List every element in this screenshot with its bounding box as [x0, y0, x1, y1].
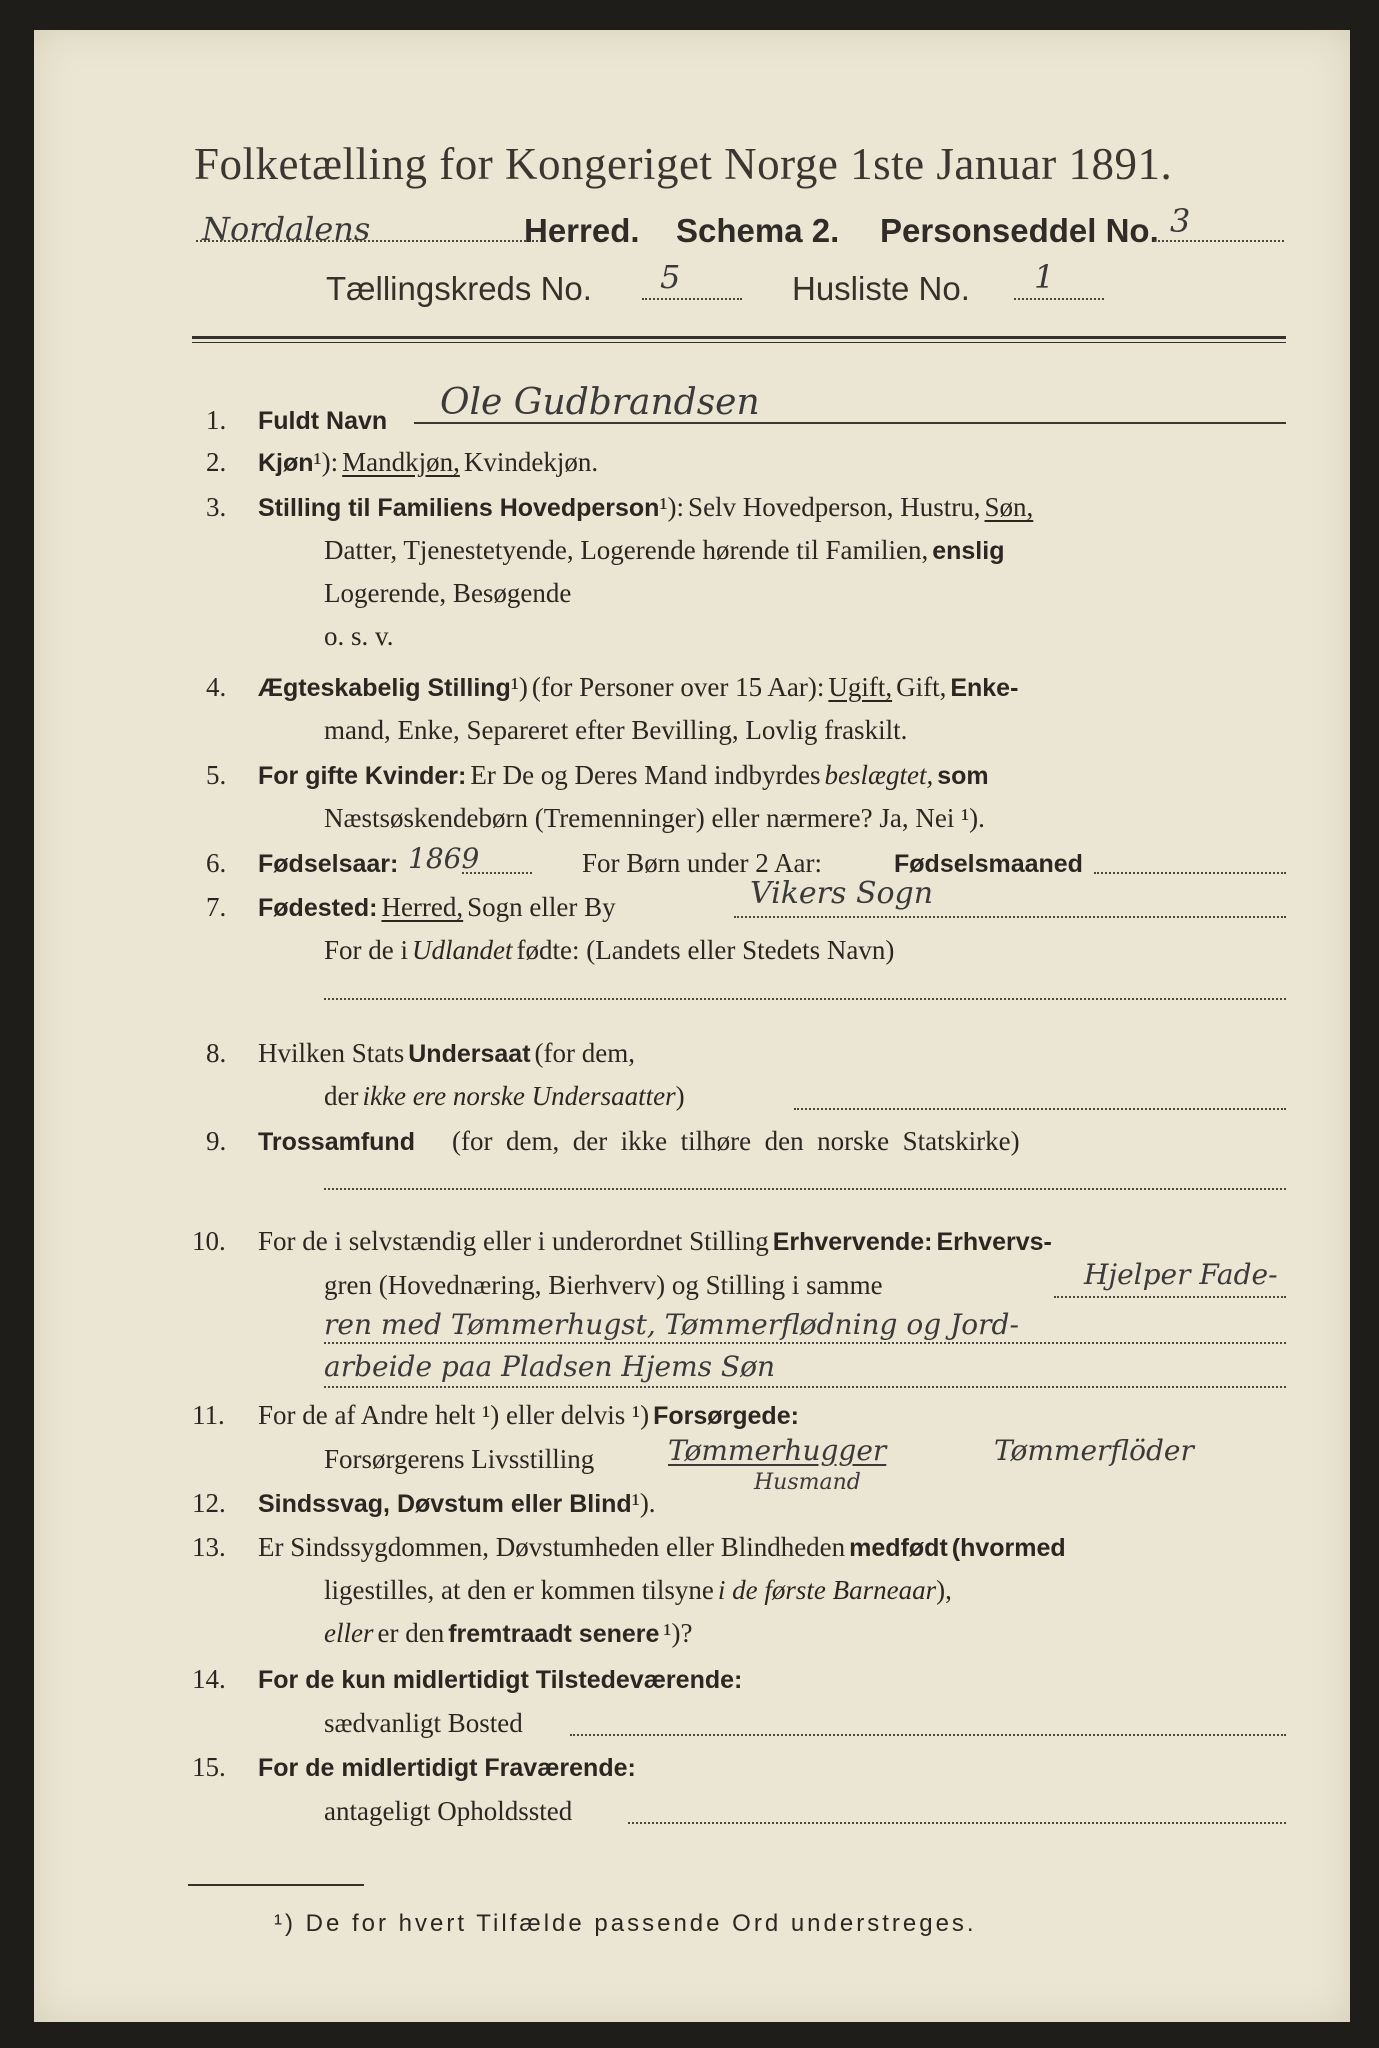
item-9-number: 9.: [206, 1126, 227, 1156]
item-1-line: [414, 422, 1286, 424]
item-11-intro: For de af Andre helt ¹) eller delvis ¹): [258, 1400, 650, 1430]
item-4-sup: ¹): [510, 672, 528, 702]
item-13-eller: eller: [324, 1618, 374, 1648]
item-8-number: 8.: [206, 1038, 227, 1068]
item-11-hw-2: Tømmerflöder: [994, 1434, 1194, 1467]
item-8-line-2: [324, 1081, 685, 1112]
husliste-value: 1: [1034, 258, 1055, 296]
item-1-label: Fuldt Navn: [258, 407, 388, 435]
item-10-line-1: [258, 1226, 1052, 1257]
item-6-fodselsmaaned: Fødselsmaaned: [894, 850, 1083, 878]
item-15-opholdssted: antageligt Opholdssted: [324, 1796, 573, 1826]
census-form-sheet: [34, 30, 1350, 2022]
item-8-hvilken: Hvilken Stats: [258, 1038, 405, 1068]
item-13-line-2: [324, 1575, 952, 1606]
item-15-number: 15.: [192, 1752, 226, 1782]
item-14-dots: [570, 1734, 1286, 1736]
item-11-line-2: Forsørgerens Livsstilling: [324, 1444, 595, 1474]
item-6-label: Fødselsaar:: [258, 850, 399, 878]
item-10-hw-1: Hjelper Fade-: [1084, 1258, 1278, 1291]
item-8-dots: [794, 1108, 1286, 1110]
item-7-sogn-by: Sogn eller By: [467, 892, 616, 922]
item-11-number: 11.: [192, 1400, 225, 1430]
item-7-value: Vikers Sogn: [750, 876, 934, 911]
header-rule-bottom: [192, 342, 1286, 343]
item-7-label: Fødested:: [258, 894, 378, 922]
schema-label: Schema 2.: [676, 212, 840, 249]
item-4-line-1: [258, 672, 1018, 703]
item-5-question: Er De og Deres Mand indbyrdes: [470, 760, 821, 790]
item-10-hw-3: arbeide paa Pladsen Hjems Søn: [324, 1350, 775, 1383]
item-12-label: Sindssvag, Døvstum eller Blind: [258, 1490, 632, 1518]
item-15-label: For de midlertidigt Fraværende:: [258, 1754, 636, 1782]
item-6-year-dots: [462, 872, 532, 874]
item-8-undersaat: Undersaat: [408, 1040, 531, 1068]
item-13-number: 13.: [192, 1532, 226, 1562]
item-2-kvindekjon: Kvindekjøn.: [463, 447, 599, 477]
item-13-intro: Er Sindssygdommen, Døvstumheden eller Blindheden: [258, 1532, 846, 1562]
item-8-ikke-norske: ikke ere norske Undersaatter: [362, 1081, 676, 1111]
personseddel-value: 3: [1170, 202, 1191, 240]
item-7-line-1: [258, 892, 616, 923]
item-3-options-2: Datter, Tjenestetyende, Logerende hørende til Familien,: [324, 535, 929, 565]
item-5-som: som: [937, 762, 989, 790]
item-2-text: [258, 447, 598, 478]
item-7-line-2: [324, 935, 894, 966]
item-4-number: 4.: [206, 672, 227, 702]
tk-dotted-line: [642, 298, 742, 300]
item-10-erhvervs: Erhvervs-: [936, 1228, 1052, 1256]
form-title: Folketælling for Kongeriget Norge 1ste Januar 1891.: [194, 139, 1173, 189]
item-3-line-1: [258, 492, 1033, 523]
item-9-label: Trossamfund: [258, 1128, 415, 1156]
footnote: ¹) De for hvert Tilfælde passende Ord understreges.: [274, 1910, 977, 1937]
item-5-number: 5.: [206, 760, 227, 790]
item-11-hw-1: Tømmerhugger: [668, 1434, 887, 1467]
item-7-for-de-i: For de i: [324, 935, 408, 965]
item-13-line-3: [324, 1618, 693, 1649]
item-13-ligestilles: ligestilles, at den er kommen tilsyne: [324, 1575, 714, 1605]
item-13-senere: fremtraadt senere: [448, 1620, 660, 1648]
personseddel-label: Personseddel No.: [880, 212, 1159, 249]
item-4-ugift: Ugift,: [828, 672, 893, 702]
item-8-paren: ): [675, 1081, 685, 1111]
tk-label: Tællingskreds No.: [326, 270, 592, 307]
item-10-hw-2: ren med Tømmerhugst, Tømmerflødning og Jord-: [324, 1308, 1019, 1341]
item-10-dots-2: [324, 1342, 1286, 1344]
item-5-line-1: [258, 760, 989, 791]
item-5-beslaegtet: beslægtet,: [824, 760, 934, 790]
footnote-rule: [188, 1884, 364, 1886]
item-13-sup: ¹)?: [663, 1618, 693, 1648]
tk-value: 5: [660, 258, 681, 296]
item-13-hvormed: (hvormed: [951, 1534, 1066, 1562]
item-3-sup: ¹):: [659, 492, 685, 522]
item-4-enke: Enke-: [950, 674, 1019, 702]
header-rule-top: [192, 336, 1286, 339]
item-3-options-3: Logerende, Besøgende: [324, 578, 572, 608]
item-10-dots-3: [324, 1386, 1286, 1388]
item-15-dots: [628, 1822, 1286, 1824]
item-7-landets: fødte: (Landets eller Stedets Navn): [516, 935, 895, 965]
item-4-label: Ægteskabelig Stilling: [258, 674, 511, 702]
item-14-number: 14.: [192, 1664, 226, 1694]
item-14-label: For de kun midlertidigt Tilstedeværende:: [258, 1666, 743, 1694]
item-6-month-dots: [1094, 872, 1286, 874]
item-12-number: 12.: [192, 1488, 226, 1518]
item-10-number: 10.: [192, 1226, 226, 1256]
item-5-label: For gifte Kvinder:: [258, 762, 467, 790]
item-9-text: (for dem, der ikke tilhøre den norske Statskirke): [452, 1126, 1020, 1156]
item-11-line-1: [258, 1400, 799, 1431]
herred-dotted-line: [196, 240, 546, 242]
item-13-er-den: er den: [377, 1618, 445, 1648]
personseddel-dotted-line: [1154, 240, 1284, 242]
item-12-sup: ¹).: [631, 1488, 656, 1518]
item-13-line-1: [258, 1532, 1066, 1563]
item-1-number: 1.: [206, 405, 227, 435]
item-2-sup: ¹):: [313, 447, 339, 477]
item-3-line-2: [324, 535, 1004, 566]
item-2-mandkjon: Mandkjøn,: [342, 447, 460, 477]
item-7-abroad-dots: [324, 998, 1286, 1000]
item-4-gift: Gift,: [896, 672, 947, 702]
item-3-son: Søn,: [984, 492, 1034, 522]
item-10-erhvervende: Erhvervende:: [772, 1228, 933, 1256]
item-10-intro: For de i selvstændig eller i underordnet Stilling: [258, 1226, 769, 1256]
item-1-value: Ole Gudbrandsen: [440, 382, 760, 423]
item-2-label: Kjøn: [258, 449, 314, 477]
item-3-number: 3.: [206, 492, 227, 522]
husliste-label: Husliste No.: [792, 270, 970, 307]
herred-label: Herred.: [524, 212, 640, 249]
item-10-dots-1: [1054, 1296, 1286, 1298]
item-7-udlandet: Udlandet: [412, 935, 513, 965]
item-11-forsorgede: Forsørgede:: [653, 1402, 799, 1430]
item-7-number: 7.: [206, 892, 227, 922]
item-8-for-dem: (for dem,: [534, 1038, 635, 1068]
item-7-herred: Herred,: [381, 892, 464, 922]
item-13-medfodt: medfødt: [849, 1534, 948, 1562]
item-4-condition: (for Personer over 15 Aar):: [531, 672, 825, 702]
item-8-line-1: [258, 1038, 635, 1069]
item-6-year: 1869: [408, 842, 480, 875]
item-13-close: ),: [936, 1575, 952, 1605]
item-6-number: 6.: [206, 848, 227, 878]
item-9-dots: [324, 1188, 1286, 1190]
herred-value: Nordalens: [202, 210, 371, 248]
item-3-enslig: enslig: [932, 537, 1005, 565]
item-10-line-2: gren (Hovednæring, Bierhverv) og Stilling i samme: [324, 1270, 883, 1300]
item-7-dots: [734, 916, 1286, 918]
item-3-osv: o. s. v.: [324, 621, 394, 651]
item-12-text: [258, 1488, 656, 1519]
item-3-options-1: Selv Hovedperson, Hustru,: [688, 492, 981, 522]
item-14-bosted: sædvanligt Bosted: [324, 1708, 523, 1738]
item-6-born-under-2: For Børn under 2 Aar:: [582, 848, 822, 878]
item-13-barneaar: i de første Barneaar: [717, 1575, 937, 1605]
item-5-line-2: Næstsøskendebørn (Tremenninger) eller nærmere? Ja, Nei ¹).: [324, 803, 985, 833]
item-4-line-2: mand, Enke, Separeret efter Bevilling, Lovlig fraskilt.: [324, 715, 908, 745]
husliste-dotted-line: [1014, 298, 1104, 300]
item-2-number: 2.: [206, 447, 227, 477]
item-3-label: Stilling til Familiens Hovedperson: [258, 494, 660, 522]
item-11-hw-3: Husmand: [754, 1470, 861, 1495]
item-8-der: der: [324, 1081, 359, 1111]
